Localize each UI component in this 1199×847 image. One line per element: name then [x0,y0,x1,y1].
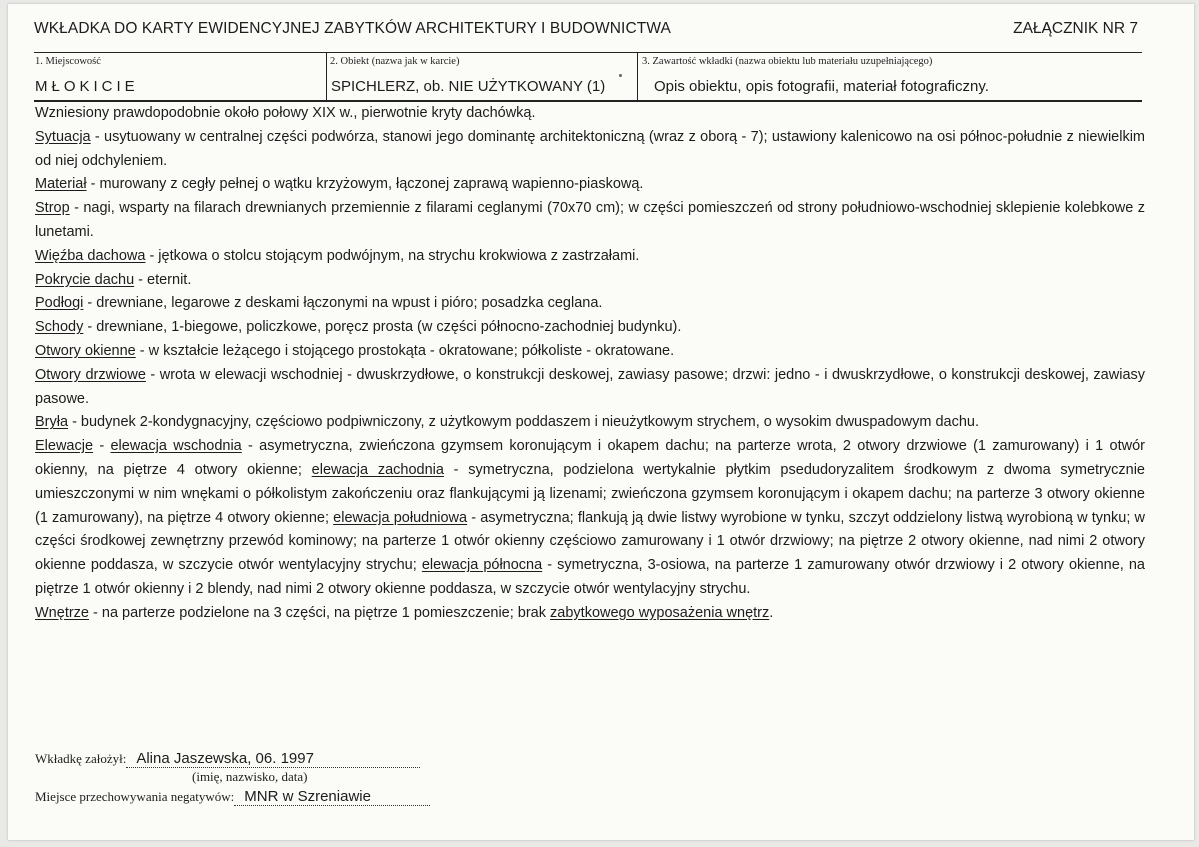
elevation-south-heading: elewacja południowa [333,509,468,526]
author-label: Wkładkę założył: [35,751,127,766]
contents-value: Opis obiektu, opis fotografii, materiał fotograficzny. [654,78,989,95]
elevation-north-text: - symetryczna, 3-osiowa, na parterze 1 zamurowany otwór drzwiowy i 2 otwory okienne, na piętrze 1 otwór okienny i 2 blendy, nad nimi 2 otwory okienne poddasza, w szczycie otwór wentylacyjny strychu. [35,557,1145,597]
ceiling-heading: Strop [35,200,70,217]
situation-paragraph [35,126,1145,174]
stairs-paragraph [35,316,1145,340]
description-body [35,102,1145,626]
intro-text: Wzniesiony prawdopodobnie około połowy XIX w., pierwotnie kryty dachówką. [35,105,536,121]
intro-paragraph [35,102,1145,126]
elevations-paragraph: Elewacje - elewacja wschodnia - asymetryczna, zwieńczona gzymsem koronującym i okapem dachu; na parterze wrota, 2 otwory drzwiowe (1 zamurowany) i 1 otwór okienny, na piętrze 4 otwory okienne; elewacja zachodnia - symetryczna, podzielona wertykalnie płytkim psedudoryzalitem środkowym z dwoma symetrycznie umieszczonymi w nim wnękami o półkolistym zakończeniu oraz flankującymi ją lizenami; zwieńczona gzymsem koronującym i okapem dachu; na parterze 3 otwory okienne (1 zamurowany), na piętrze 4 otwory okienne; elewacja południowa - asymetryczna; flankują ją dwie listwy wyrobione w tynku, szczyt oddzielony listwą wyrobioną w tynku; w części środkowej zewnętrzny przewód kominowy; na parterze 1 otwór okienny częściowo zamurowany i 1 otwór drzwiowy; na piętrze 2 otwory okienne, nad nimi 2 otwory okienne poddasza, w szczycie otwór wentylacyjny strychu; elewacja północna - symetryczna, 3-osiowa, na parterze 1 zamurowany otwór drzwiowy i 2 otwory okienne, na piętrze 1 otwór okienny i 2 blendy, nad nimi 2 otwory okienne poddasza, w szczycie otwór wentylacyjny strychu. [35,438,1145,597]
mass-text: - budynek 2-kondygnacyjny, częściowo podpiwniczony, z użytkowym poddaszem i nieużytkowym strychem, o wysokim dwuspadowym dachu. [68,414,979,431]
object-label: 2. Obiekt (nazwa jak w karcie) [330,56,460,67]
material-text: - murowany z cegły pełnej o wątku krzyżowym, łączonej zaprawą wapienno-piaskową. [86,176,644,193]
situation-heading: Sytuacja [35,128,91,145]
windows-paragraph [35,340,1145,364]
column-divider [326,52,327,100]
windows-heading: Otwory okienne [35,342,136,359]
ceiling-paragraph [35,197,1145,245]
stairs-heading: Schody [35,319,84,336]
doors-heading: Otwory drzwiowe [35,366,146,383]
floors-paragraph [35,292,1145,316]
roofing-text: - eternit. [134,271,192,288]
roof-truss-paragraph [35,245,1145,269]
interior-end: . [769,604,774,621]
roof-truss-text: - jętkowa o stolcu stojącym podwójnym, na strychu krokwiowa z zastrzałami. [145,247,640,264]
author-row [35,750,420,768]
doors-paragraph [35,364,1145,412]
top-rule [34,52,1142,53]
scan-speck [619,74,622,77]
elevation-east-text: - asymetryczna, zwieńczona gzymsem koronującym i okapem dachu; na parterze wrota, 2 otwory drzwiowe (1 zamurowany) i 1 otwór okienny, na piętrze 4 otwory okienne; [35,438,1145,478]
material-heading: Materiał [35,176,87,193]
contents-label: 3. Zawartość wkładki (nazwa obiektu lub materiału uzupełniającego) [642,56,933,67]
elevation-west-heading: elewacja zachodnia [311,461,444,478]
floors-text: - drewniane, legarowe z deskami łączonymi na wpust i pióro; posadzka ceglana. [83,295,603,312]
author-value: Alina Jaszewska, 06. 1997 [126,750,420,768]
interior-furnishings: zabytkowego wyposażenia wnętrz [550,604,770,621]
document-sheet [8,4,1194,840]
interior-heading: Wnętrze [35,604,89,621]
elevations-heading: Elewacje [35,438,94,455]
material-paragraph [35,173,1145,197]
mass-paragraph [35,411,1145,435]
storage-label: Miejsce przechowywania negatywów: [35,789,235,804]
elevation-east-heading: elewacja wschodnia [110,438,242,455]
interior-paragraph [35,602,1145,626]
elevation-west-text: - symetryczna, podzielona wertykalnie płytkim psedudoryzalitem środkowym z dwoma symetrycznie umieszczonymi w nim wnękami o półkolistym zakończeniu oraz flankującymi ją lizenami; zwieńczona gzymsem koronującym i okapem dachu; na parterze 3 otwory okienne (1 zamurowany), na piętrze 4 otwory okienne; [35,461,1145,526]
author-hint: (imię, nazwisko, data) [192,769,308,784]
locality-label: 1. Miejscowość [35,56,101,67]
floors-heading: Podłogi [35,295,84,312]
doors-text: - wrota w elewacji wschodniej - dwuskrzydłowe, o konstrukcji deskowej, zawiasy pasowe; drzwi: jedno - i dwuskrzydłowe, o konstrukcji deskowej, zawiasy pasowe. [35,366,1146,407]
object-value: SPICHLERZ, ob. NIE UŻYTKOWANY (1) [331,78,606,95]
roofing-heading: Pokrycie dachu [35,271,135,288]
elevation-south-text: - asymetryczna; flankują ją dwie listwy wyrobione w tynku, szczyt oddzielony listwą wyrobioną w tynku; w części środkowej zewnętrzny przewód kominowy; na parterze 1 otwór okienny częściowo zamurowany i 1 otwór drzwiowy; na piętrze 2 otwory okienne, nad nimi 2 otwory okienne poddasza, w szczycie otwór wentylacyjny strychu; [35,509,1145,574]
windows-text: - w kształcie leżącego i stojącego prostokąta - okratowane; półkoliste - okratowane. [135,342,675,359]
situation-text: - usytuowany w centralnej części podwórza, stanowi jego dominantę architektoniczną (wraz z oborą - 7); ustawiony kalenicowo na osi północ-południe z niewielkim od niej odchyleniem. [35,128,1145,169]
roofing-paragraph [35,269,1145,293]
document-header [34,20,1138,42]
annex-number: ZAŁĄCZNIK NR 7 [1013,20,1138,37]
ceiling-text: - nagi, wsparty na filarach drewnianych przemiennie z filarami ceglanymi (70x70 cm); w części pomieszczeń od strony południowo-wschodniej sklepienie kolebkowe z lunetami. [35,200,1145,240]
mass-heading: Bryła [35,414,69,431]
roof-truss-heading: Więźba dachowa [35,247,146,264]
stairs-text: - drewniane, 1-biegowe, policzkowe, poręcz prosta (w części północno-zachodniej budynku). [83,319,682,336]
locality-value: MŁOKICIE [35,78,139,95]
column-divider [637,52,638,100]
elevation-north-heading: elewacja północna [421,557,543,574]
interior-text: - na parterze podzielone na 3 części, na piętrze 1 pomieszczenie; brak [89,604,551,621]
document-title: WKŁADKA DO KARTY EWIDENCYJNEJ ZABYTKÓW ARCHITEKTURY I BUDOWNICTWA [34,20,671,37]
storage-row [35,788,430,806]
storage-value: MNR w Szreniawie [234,788,430,806]
